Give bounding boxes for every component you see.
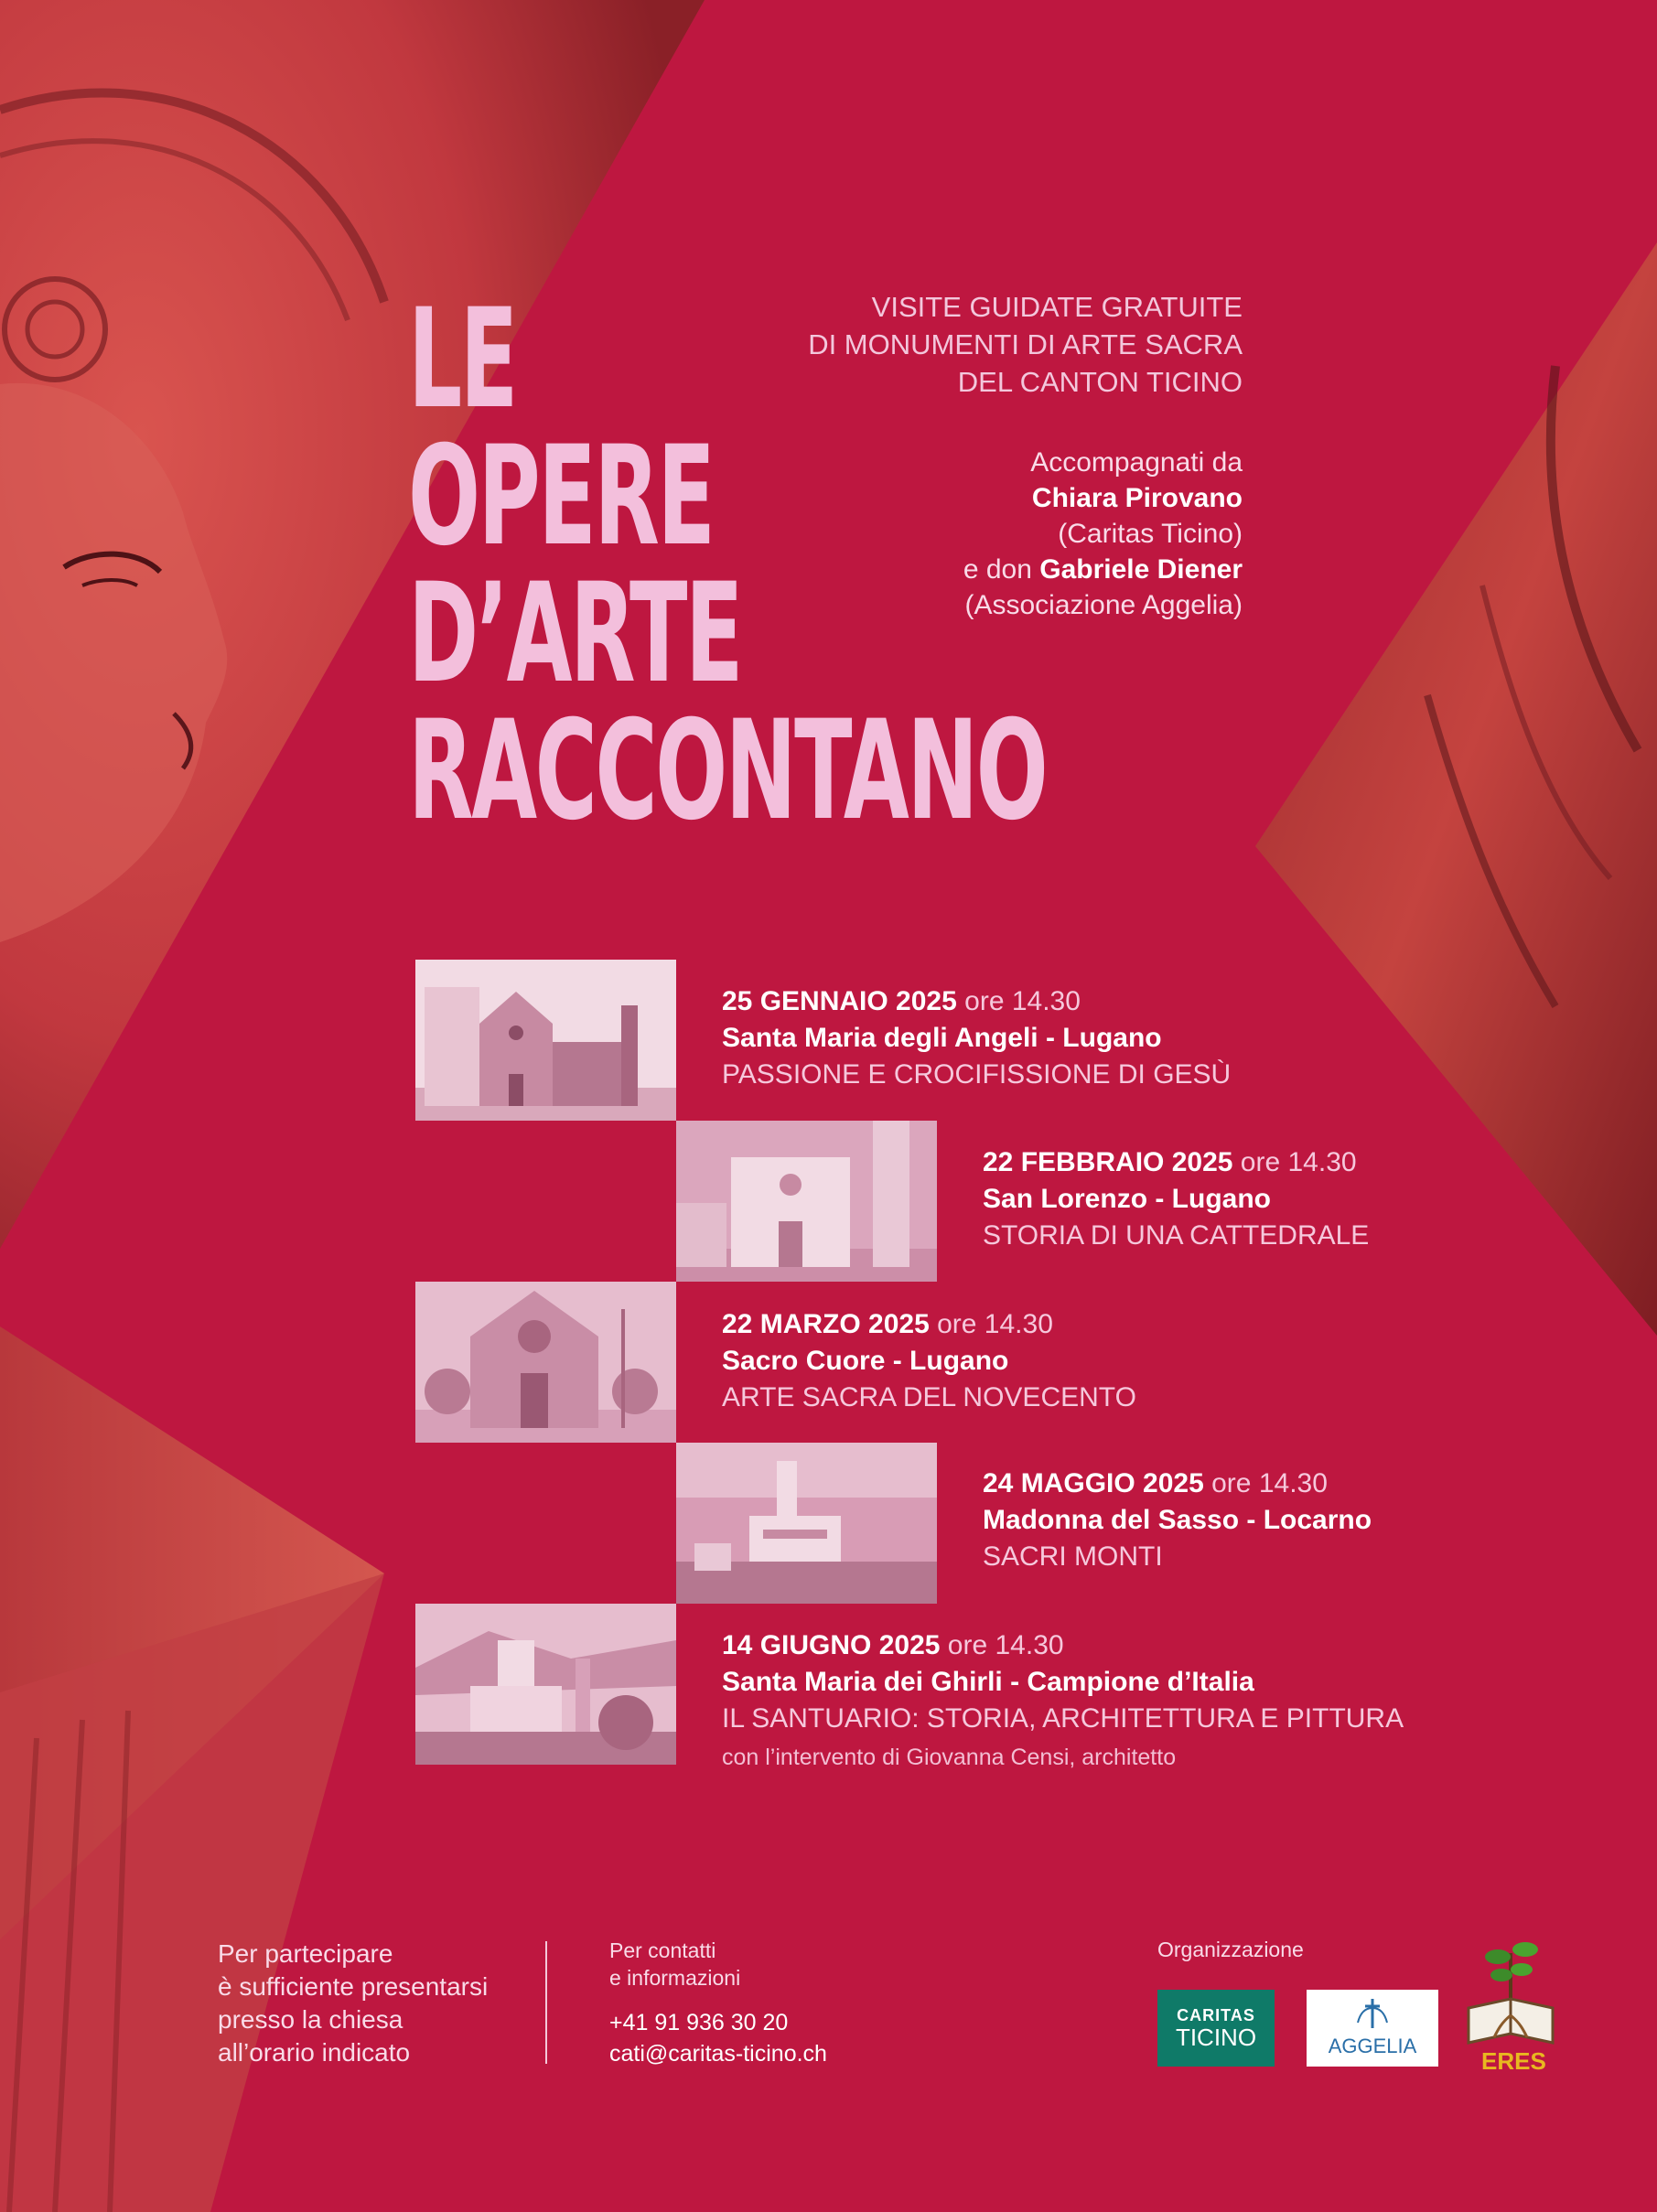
title-line-3: D’ARTE: [408, 554, 742, 714]
aggelia-logo-text: AGGELIA: [1328, 2035, 1417, 2057]
event-1-topic: PASSIONE E CROCIFISSIONE DI GESÙ: [722, 1059, 1232, 1090]
guides-intro: Accompagnati da: [1030, 447, 1243, 478]
contact-email[interactable]: cati@caritas-ticino.ch: [609, 2041, 827, 2067]
event-4-datetime: 24 MAGGIO 2025 ore 14.30: [983, 1468, 1328, 1498]
photo-santa-maria-dei-ghirli: [415, 1604, 676, 1765]
participate-line-3: presso la chiesa: [218, 2005, 403, 2034]
event-2-topic: STORIA DI UNA CATTEDRALE: [983, 1220, 1370, 1251]
event-5-note: con l’intervento di Giovanna Censi, architetto: [722, 1745, 1177, 1770]
caritas-logo-text-bottom: TICINO: [1175, 2024, 1257, 2051]
guide-1-org: (Caritas Ticino): [1058, 519, 1243, 549]
event-3-place: Sacro Cuore - Lugano: [722, 1346, 1009, 1376]
title-line-2: OPERE: [408, 417, 714, 576]
event-5-place: Santa Maria dei Ghirli - Campione d’Italia: [722, 1667, 1254, 1697]
subtitle-line-2: DI MONUMENTI DI ARTE SACRA: [808, 328, 1243, 360]
event-3-datetime: 22 MARZO 2025 ore 14.30: [722, 1309, 1053, 1339]
title-line-1: LE: [408, 280, 516, 439]
photo-santa-maria-degli-angeli: [415, 960, 676, 1121]
event-4-place: Madonna del Sasso - Locarno: [983, 1505, 1372, 1535]
event-3-topic: ARTE SACRA DEL NOVECENTO: [722, 1382, 1136, 1412]
event-5-datetime: 14 GIUGNO 2025 ore 14.30: [722, 1630, 1064, 1660]
event-2-place: San Lorenzo - Lugano: [983, 1184, 1271, 1214]
participate-line-2: è sufficiente presentarsi: [218, 1972, 489, 2001]
contact-phone[interactable]: +41 91 936 30 20: [609, 2010, 789, 2035]
subtitle-line-3: DEL CANTON TICINO: [957, 366, 1243, 398]
footer-divider: [545, 1941, 547, 2064]
participate-line-4: all’orario indicato: [218, 2038, 411, 2067]
caritas-logo-text-top: CARITAS: [1177, 2006, 1255, 2024]
event-1-place: Santa Maria degli Angeli - Lugano: [722, 1023, 1162, 1053]
guide-2-line: e don Gabriele Diener: [963, 554, 1243, 585]
photo-san-lorenzo: [676, 1121, 937, 1282]
event-4-topic: SACRI MONTI: [983, 1541, 1163, 1572]
photo-madonna-del-sasso: [676, 1443, 937, 1604]
caritas-ticino-logo: [1157, 1990, 1275, 2067]
event-1-datetime: 25 GENNAIO 2025 ore 14.30: [722, 986, 1081, 1016]
event-2-datetime: 22 FEBBRAIO 2025 ore 14.30: [983, 1147, 1357, 1177]
guide-1-name: Chiara Pirovano: [1031, 483, 1243, 513]
eres-logo-text: ERES: [1481, 2047, 1546, 2075]
event-5-topic: IL SANTUARIO: STORIA, ARCHITETTURA E PITTURA: [722, 1703, 1404, 1734]
contacts-label-line-1: Per contatti: [609, 1938, 716, 1962]
participate-line-1: Per partecipare: [218, 1939, 393, 1968]
title-line-4: RACCONTANO: [408, 692, 1047, 851]
eres-logo: [1461, 1935, 1560, 2081]
eres-book-plant-icon: [1461, 1935, 1560, 2054]
contacts-label-line-2: e informazioni: [609, 1966, 741, 1990]
subtitle-line-1: VISITE GUIDATE GRATUITE: [871, 291, 1243, 323]
guide-2-org: (Associazione Aggelia): [964, 590, 1243, 620]
photo-sacro-cuore: [415, 1282, 676, 1443]
aggelia-angel-icon: [1354, 1995, 1391, 2032]
organization-label: Organizzazione: [1157, 1938, 1304, 1961]
aggelia-logo: [1307, 1990, 1438, 2067]
